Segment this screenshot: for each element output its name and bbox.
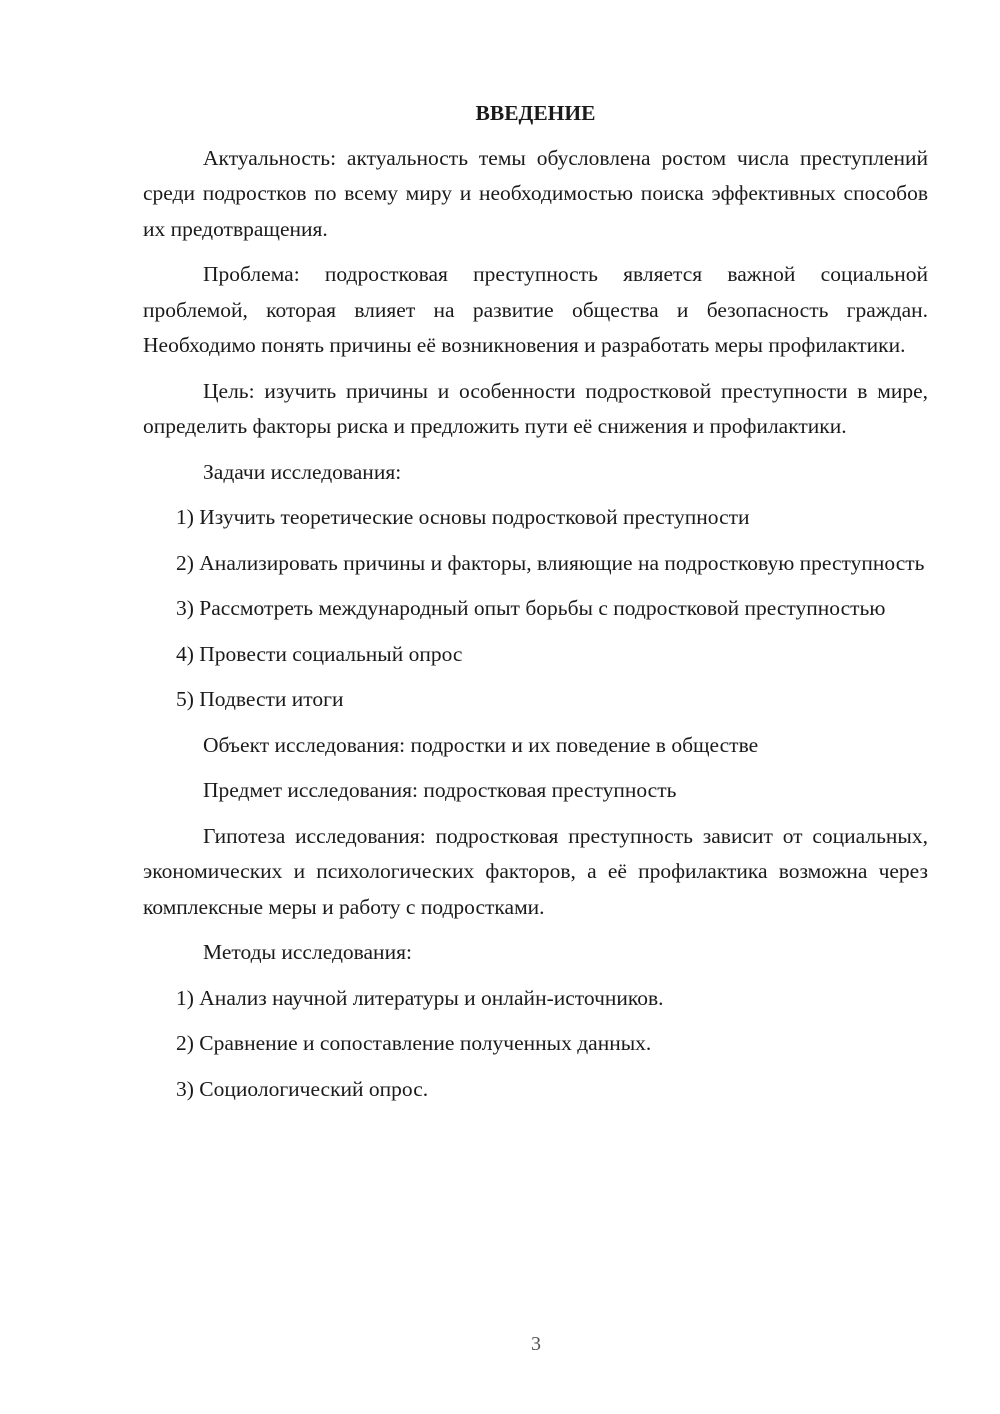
- task-item-1: 1) Изучить теоретические основы подростковой преступности: [176, 505, 750, 529]
- problem-paragraph: Проблема: подростковая преступность является важной социальной проблемой, которая влияет на развитие общества и безопасность граждан. Необходимо понять причины её возникновения и разработать меры профилактики.: [143, 262, 928, 357]
- task-item-5: 5) Подвести итоги: [176, 687, 344, 711]
- tasks-heading: Задачи исследования:: [203, 459, 402, 484]
- subject-paragraph: Предмет исследования: подростковая преступность: [203, 778, 677, 802]
- task-item-3: 3) Рассмотреть международный опыт борьбы с подростковой преступностью: [176, 596, 886, 620]
- method-item-1: 1) Анализ научной литературы и онлайн-источников.: [176, 985, 664, 1010]
- page-content: [143, 96, 928, 1117]
- relevance-paragraph: Актуальность: актуальность темы обусловлена ростом числа преступлений среди подростков по всему миру и необходимостью поиска эффективных способов их предотвращения.: [143, 145, 928, 241]
- section-title: ВВЕДЕНИЕ: [475, 101, 596, 125]
- hypothesis-paragraph: Гипотеза исследования: подростковая преступность зависит от социальных, экономических и психологических факторов, а её профилактика возможна через комплексные меры и работу с подростками.: [143, 823, 928, 919]
- goal-paragraph: Цель: изучить причины и особенности подростковой преступности в мире, определить факторы риска и предложить пути её снижения и профилактики.: [143, 378, 928, 438]
- task-item-2: 2) Анализировать причины и факторы, влияющие на подростковую преступность: [176, 550, 925, 575]
- method-item-2: 2) Сравнение и сопоставление полученных данных.: [176, 1031, 652, 1055]
- method-item-3: 3) Социологический опрос.: [176, 1076, 429, 1101]
- page-number: 3: [531, 1333, 541, 1355]
- task-item-4: 4) Провести социальный опрос: [176, 641, 463, 666]
- methods-heading: Методы исследования:: [203, 940, 412, 964]
- object-paragraph: Объект исследования: подростки и их поведение в обществе: [203, 732, 759, 757]
